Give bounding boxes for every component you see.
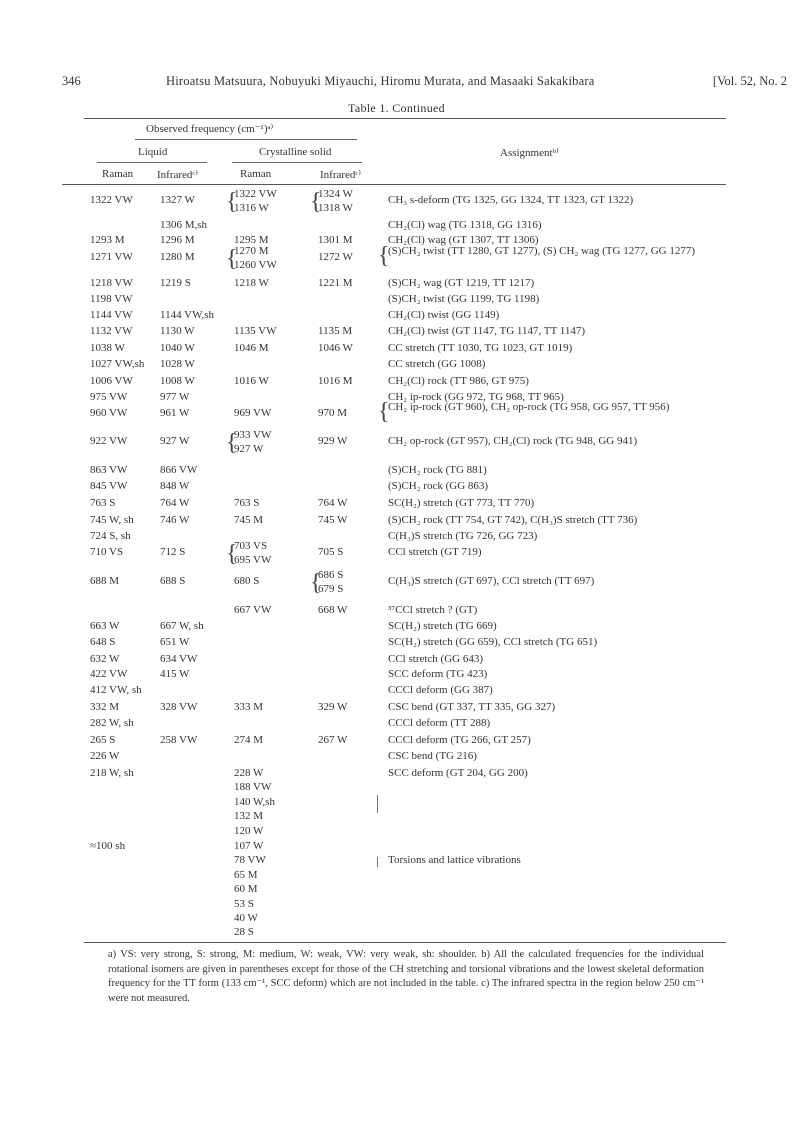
brace-icon: { xyxy=(378,243,390,269)
assignment-cell: CH₃ s-deform (TG 1325, GG 1324, TT 1323, GT 1322) xyxy=(388,194,634,206)
assignment-cell: (S)CH₂ rock (GG 863) xyxy=(388,480,489,492)
raman-liquid-cell: 1218 VW xyxy=(90,277,133,289)
infrared-liquid-cell: 746 W xyxy=(160,514,190,526)
torsion-range-mark xyxy=(377,795,378,813)
infrared-liquid-cell: 866 VW xyxy=(160,464,198,476)
infrared-liquid-cell: 927 W xyxy=(160,435,190,447)
raman-solid-cell: 107 W xyxy=(234,840,264,852)
raman-solid-cell: 703 VS xyxy=(234,540,268,552)
brace-icon: { xyxy=(226,430,238,456)
infrared-liquid-cell: 961 W xyxy=(160,407,190,419)
assignment-cell: CSC bend (TG 216) xyxy=(388,750,477,762)
infrared-liquid-cell: 1280 M xyxy=(160,251,195,263)
brace-icon: { xyxy=(226,541,238,567)
raman-liquid-cell: 745 W, sh xyxy=(90,514,134,526)
raman-liquid-cell: 265 S xyxy=(90,734,116,746)
table-title: Table 1. Continued xyxy=(348,101,445,115)
raman-liquid-cell: 960 VW xyxy=(90,407,128,419)
infrared-liquid-cell: 258 VW xyxy=(160,734,198,746)
assignment-cell: SC(H₂) stretch (TG 669) xyxy=(388,620,497,632)
assignment-cell: (S)CH₂ twist (TT 1280, GT 1277), (S) CH₂ wag (TG 1277, GG 1277) xyxy=(388,245,695,257)
infrared-liquid-cell: 848 W xyxy=(160,480,190,492)
assignment-cell: (S)CH₂ wag (GT 1219, TT 1217) xyxy=(388,277,535,289)
infrared-liquid-cell: 712 S xyxy=(160,546,186,558)
raman-liquid-cell: 648 S xyxy=(90,636,116,648)
assignment-cell: CC stretch (TT 1030, TG 1023, GT 1019) xyxy=(388,342,573,354)
raman-solid-cell: 1046 M xyxy=(234,342,269,354)
infrared-solid-cell: 970 M xyxy=(318,407,348,419)
assignment-cell: C(H₃)S stretch (TG 726, GG 723) xyxy=(388,530,538,542)
raman-liquid-cell: 632 W xyxy=(90,653,120,665)
assignment-cell: (S)CH₂ rock (TG 881) xyxy=(388,464,487,476)
infrared-solid-cell: 1318 W xyxy=(318,202,353,214)
raman-liquid-cell: 1293 M xyxy=(90,234,125,246)
infrared-liquid-cell: 1144 VW,sh xyxy=(160,309,214,321)
infrared-liquid-cell: 688 S xyxy=(160,575,186,587)
raman-liquid-cell: ≈100 sh xyxy=(90,840,126,852)
infrared-solid-cell: 1301 M xyxy=(318,234,353,246)
infrared-liquid-cell: 977 W xyxy=(160,391,190,403)
raman-solid-cell: 120 W xyxy=(234,825,264,837)
infrared-solid-cell: 1272 W xyxy=(318,251,353,263)
raman-liquid-cell: 688 M xyxy=(90,575,120,587)
brace-icon: { xyxy=(378,399,390,425)
assignment-cell: CSC bend (GT 337, TT 335, GG 327) xyxy=(388,701,556,713)
liquid-span-line xyxy=(97,162,207,163)
infrared-liquid-cell: 764 W xyxy=(160,497,190,509)
raman-solid-cell: 274 M xyxy=(234,734,264,746)
infrared-solid-cell: 1221 M xyxy=(318,277,353,289)
raman-solid-cell: 933 VW xyxy=(234,429,272,441)
table-bottom-rule xyxy=(84,942,726,943)
raman-solid-cell: 333 M xyxy=(234,701,264,713)
infrared-solid-cell: 679 S xyxy=(318,583,344,595)
brace-icon: { xyxy=(226,246,238,272)
raman-solid-cell: 1322 VW xyxy=(234,188,277,200)
raman-solid-cell: 188 VW xyxy=(234,781,272,793)
assignment-cell: CH₂(Cl) wag (GT 1307, TT 1306) xyxy=(388,234,539,246)
header-assignment: Assignmentᵇ⁾ xyxy=(500,147,559,159)
raman-solid-cell: 132 M xyxy=(234,810,264,822)
header-infrared-solid: Infraredᶜ⁾ xyxy=(320,169,361,181)
raman-liquid-cell: 332 M xyxy=(90,701,120,713)
infrared-liquid-cell: 1130 W xyxy=(160,325,195,337)
raman-liquid-cell: 1006 VW xyxy=(90,375,133,387)
raman-liquid-cell: 663 W xyxy=(90,620,120,632)
raman-liquid-cell: 845 VW xyxy=(90,480,128,492)
assignment-cell: (S)CH₂ rock (TT 754, GT 742), C(H₃)S stretch (TT 736) xyxy=(388,514,638,526)
infrared-solid-cell: 668 W xyxy=(318,604,348,616)
page-number: 346 xyxy=(62,74,81,88)
assignment-cell: CH₂(Cl) wag (TG 1318, GG 1316) xyxy=(388,219,542,231)
infrared-solid-cell: 267 W xyxy=(318,734,348,746)
infrared-solid-cell: 1324 W xyxy=(318,188,353,200)
table-footnote: a) VS: very strong, S: strong, M: medium, W: weak, VW: very weak, sh: shoulder. b) All the calculated frequencies for the individual rotational isomers are given in parentheses except for those of the CH stretching and torsional vibrations and the lowest skeletal deformation frequency for the TT form (133 cm⁻¹, SCC deform) which are not included in the table. c) The infrared spectra in the region below 250 cm⁻¹ were not measured. xyxy=(108,949,704,1004)
raman-liquid-cell: 1198 VW xyxy=(90,293,133,305)
raman-solid-cell: 1135 VW xyxy=(234,325,277,337)
assignment-cell: SCC deform (GT 204, GG 200) xyxy=(388,767,528,779)
assignment-cell: CH₂(Cl) rock (TT 986, GT 975) xyxy=(388,375,529,387)
raman-solid-cell: 228 W xyxy=(234,767,264,779)
raman-solid-cell: 1270 M xyxy=(234,245,269,257)
infrared-solid-cell: 705 S xyxy=(318,546,344,558)
raman-solid-cell: 60 M xyxy=(234,883,258,895)
raman-solid-cell: 28 S xyxy=(234,926,254,938)
raman-liquid-cell: 975 VW xyxy=(90,391,128,403)
infrared-liquid-cell: 1327 W xyxy=(160,194,195,206)
raman-liquid-cell: 1322 VW xyxy=(90,194,133,206)
assignment-cell: C(H₃)S stretch (GT 697), CCl stretch (TT 697) xyxy=(388,575,595,587)
infrared-solid-cell: 1135 M xyxy=(318,325,353,337)
assignment-cell: CH₂(Cl) twist (GT 1147, TG 1147, TT 1147) xyxy=(388,325,586,337)
raman-solid-cell: 140 W,sh xyxy=(234,796,275,808)
raman-liquid-cell: 863 VW xyxy=(90,464,128,476)
infrared-liquid-cell: 651 W xyxy=(160,636,190,648)
raman-solid-cell: 667 VW xyxy=(234,604,272,616)
raman-solid-cell: 969 VW xyxy=(234,407,272,419)
assignment-cell: ³⁷CCl stretch ? (GT) xyxy=(388,604,478,616)
header-raman-solid: Raman xyxy=(240,168,272,180)
assignment-cell: CCl stretch (GT 719) xyxy=(388,546,482,558)
assignment-cell: CH₂ op-rock (GT 957), CH₂(Cl) rock (TG 948, GG 941) xyxy=(388,435,638,447)
raman-liquid-cell: 1144 VW xyxy=(90,309,133,321)
infrared-solid-cell: 1016 M xyxy=(318,375,353,387)
crystalline-span-line xyxy=(232,162,362,163)
raman-liquid-cell: 763 S xyxy=(90,497,116,509)
assignment-cell: CCCl deform (TG 266, GT 257) xyxy=(388,734,531,746)
raman-liquid-cell: 226 W xyxy=(90,750,120,762)
assignment-cell: CH₂ ip-rock (GT 960), CH₂ op-rock (TG 958, GG 957, TT 956) xyxy=(388,401,670,413)
raman-solid-cell: 1260 VW xyxy=(234,259,277,271)
raman-solid-cell: 927 W xyxy=(234,443,264,455)
infrared-solid-cell: 764 W xyxy=(318,497,348,509)
raman-liquid-cell: 1271 VW xyxy=(90,251,133,263)
infrared-solid-cell: 329 W xyxy=(318,701,348,713)
infrared-solid-cell: 929 W xyxy=(318,435,348,447)
assignment-cell: SCC deform (TG 423) xyxy=(388,668,488,680)
header-liquid: Liquid xyxy=(138,146,168,158)
raman-solid-cell: 1016 W xyxy=(234,375,269,387)
infrared-liquid-cell: 1306 M,sh xyxy=(160,219,208,231)
raman-liquid-cell: 422 VW xyxy=(90,668,128,680)
infrared-liquid-cell: 634 VW xyxy=(160,653,198,665)
raman-solid-cell: 763 S xyxy=(234,497,260,509)
header-crystalline-solid: Crystalline solid xyxy=(259,146,332,158)
raman-liquid-cell: 218 W, sh xyxy=(90,767,134,779)
header-infrared-liquid: Infraredᶜ⁾ xyxy=(157,169,198,181)
raman-liquid-cell: 922 VW xyxy=(90,435,128,447)
assignment-cell: CC stretch (GG 1008) xyxy=(388,358,486,370)
raman-liquid-cell: 1027 VW,sh xyxy=(90,358,145,370)
raman-solid-cell: 40 W xyxy=(234,912,258,924)
infrared-solid-cell: 1046 W xyxy=(318,342,353,354)
infrared-solid-cell: 686 S xyxy=(318,569,344,581)
volume-info: [Vol. 52, No. 2 xyxy=(712,74,787,88)
brace-icon: { xyxy=(310,189,322,215)
header-raman-liquid: Raman xyxy=(102,168,134,180)
assignment-cell: CH₂ ip-rock (GG 972, TG 968, TT 965) xyxy=(388,391,564,403)
infrared-liquid-cell: 1028 W xyxy=(160,358,195,370)
brace-icon: { xyxy=(226,189,238,215)
raman-liquid-cell: 1132 VW xyxy=(90,325,133,337)
assignment-cell: CH₂(Cl) twist (GG 1149) xyxy=(388,309,500,321)
raman-liquid-cell: 724 S, sh xyxy=(90,530,131,542)
raman-solid-cell: 1316 W xyxy=(234,202,269,214)
author-line: Hiroatsu Matsuura, Nobuyuki Miyauchi, Hiromu Murata, and Masaaki Sakakibara xyxy=(166,74,595,88)
raman-liquid-cell: 282 W, sh xyxy=(90,717,134,729)
header-observed-frequency: Observed frequency (cm⁻¹)ᵃ⁾ xyxy=(146,123,274,135)
raman-liquid-cell: 1038 W xyxy=(90,342,125,354)
infrared-liquid-cell: 1296 M xyxy=(160,234,195,246)
torsion-range-mark-lower xyxy=(377,857,378,867)
assignment-cell: CCl stretch (GG 643) xyxy=(388,653,484,665)
raman-solid-cell: 53 S xyxy=(234,898,254,910)
infrared-liquid-cell: 1219 S xyxy=(160,277,191,289)
assignment-cell: Torsions and lattice vibrations xyxy=(388,854,521,866)
infrared-liquid-cell: 1040 W xyxy=(160,342,195,354)
infrared-liquid-cell: 1008 W xyxy=(160,375,195,387)
raman-solid-cell: 1218 W xyxy=(234,277,269,289)
raman-solid-cell: 695 VW xyxy=(234,554,272,566)
table-top-rule xyxy=(84,118,726,119)
observed-span-line xyxy=(135,139,357,140)
assignment-cell: (S)CH₂ twist (GG 1199, TG 1198) xyxy=(388,293,540,305)
raman-solid-cell: 65 M xyxy=(234,869,258,881)
brace-icon: { xyxy=(310,570,322,596)
infrared-liquid-cell: 415 W xyxy=(160,668,190,680)
raman-liquid-cell: 710 VS xyxy=(90,546,124,558)
raman-solid-cell: 680 S xyxy=(234,575,260,587)
infrared-liquid-cell: 667 W, sh xyxy=(160,620,204,632)
header-bottom-rule xyxy=(62,184,726,185)
infrared-solid-cell: 745 W xyxy=(318,514,348,526)
raman-solid-cell: 745 M xyxy=(234,514,264,526)
assignment-cell: CCCl deform (TT 288) xyxy=(388,717,491,729)
assignment-cell: SC(H₂) stretch (GG 659), CCl stretch (TG 651) xyxy=(388,636,598,648)
raman-solid-cell: 78 VW xyxy=(234,854,266,866)
infrared-liquid-cell: 328 VW xyxy=(160,701,198,713)
assignment-cell: SC(H₂) stretch (GT 773, TT 770) xyxy=(388,497,535,509)
raman-solid-cell: 1295 M xyxy=(234,234,269,246)
assignment-cell: CCCl deform (GG 387) xyxy=(388,684,493,696)
raman-liquid-cell: 412 VW, sh xyxy=(90,684,142,696)
